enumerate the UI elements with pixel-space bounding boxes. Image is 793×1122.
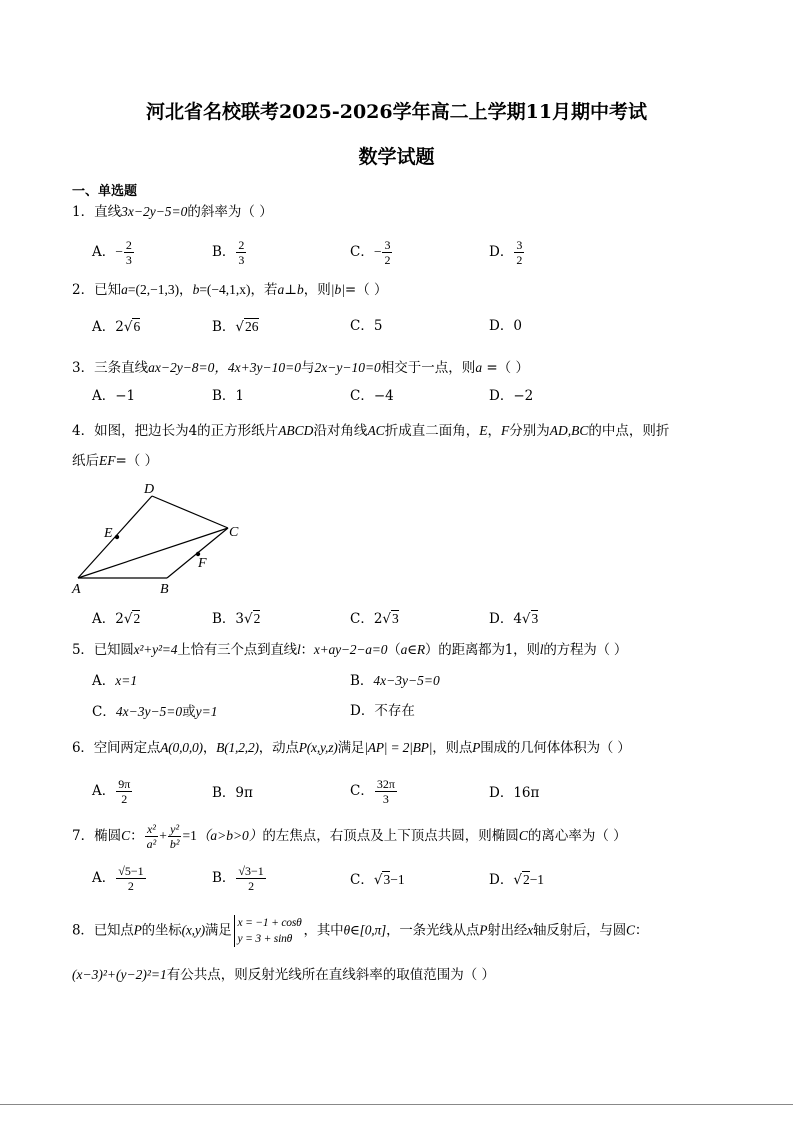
exam-title: 河北省名校联考2025-2026学年高二上学期11月期中考试	[145, 101, 648, 123]
label-b: B	[160, 582, 169, 597]
q2-option-b: B．√26	[212, 319, 259, 335]
q1-option-d: D． $\frac{3}{2}$	[489, 238, 523, 267]
question-5: 5．已知圆x²+y²=4上恰有三个点到直线l：x+ay−2−a=0（a∈R）的距离都为1，则l的方程为（ ）	[72, 642, 628, 658]
section-heading: 一、单选题	[72, 184, 138, 199]
q7-option-d: D．√2−1	[489, 872, 545, 888]
question-8-line2: (x−3)²+(y−2)²=1有公共点，则反射光线所在直线斜率的取值范围为（ ）	[72, 967, 496, 983]
question-4-line2: 纸后EF=（ ）	[72, 453, 159, 469]
q1-equation: 3x−2y−5=0	[121, 204, 188, 219]
q4-option-d: D．4√3	[489, 611, 539, 627]
q8-system: x = −1 + cosθ y = 3 + sinθ	[234, 915, 302, 947]
q7-option-a: A． $\frac{√5-1}{2}$	[92, 864, 144, 893]
edge-dc	[152, 496, 228, 528]
q2-option-c: C．5	[350, 318, 383, 334]
exam-subtitle: 数学试题	[358, 146, 435, 168]
question-7: 7．椭圆C： $\frac{\text{x²}}{\text{a²}}$ + $\frac{\text{y²}}{\text{b²}}$ =1（a>b>0）的左焦点，右顶点及上下顶点共圆，则椭圆C的离心率为（ ）	[72, 822, 627, 851]
q5-option-a: A．x=1	[92, 673, 138, 689]
q7-option-b: B． $\frac{√3-1}{2}$	[212, 864, 264, 893]
q5-option-c: C．4x−3y−5=0或y=1	[92, 704, 218, 720]
q4-figure	[70, 478, 250, 598]
page-bottom-rule	[0, 1104, 793, 1105]
q2-option-a: A．2√6	[92, 319, 141, 335]
q4-option-c: C．2√3	[350, 611, 399, 627]
q4-option-a: A．2√2	[92, 611, 141, 627]
q2-option-d: D．0	[489, 318, 522, 334]
q6-option-b: B．9π	[212, 785, 253, 801]
q4-option-b: B．3√2	[212, 611, 261, 627]
question-1: 1．直线3x−2y−5=0的斜率为（ ）	[72, 204, 273, 220]
q6-option-d: D．16π	[489, 785, 540, 801]
q7-option-c: C．√3−1	[350, 872, 405, 888]
question-3: 3．三条直线ax−2y−8=0，4x+3y−10=0与2x−y−10=0相交于一点，则a =（ ）	[72, 360, 529, 376]
q1-option-c: C．− $\frac{3}{2}$	[350, 238, 391, 267]
question-8: 8．已知点P的坐标(x,y)满足 x = −1 + cosθ y = 3 + sinθ ，其中θ∈[0,π]，一条光线从点P射出经x轴反射后，与圆C：	[72, 917, 649, 945]
q5-option-b: B．4x−3y−5=0	[350, 673, 440, 689]
q3-option-a: A．−1	[92, 388, 136, 404]
q3-option-b: B．1	[212, 388, 245, 404]
q6-option-c: C． $\frac{32\pi}{3}$	[350, 777, 395, 806]
question-6: 6．空间两定点A(0,0,0)，B(1,2,2)，动点P(x,y,z)满足|AP| = 2|BP|，则点P围成的几何体体积为（ ）	[72, 740, 631, 756]
q3-option-d: D．−2	[489, 388, 534, 404]
label-a: A	[72, 582, 81, 597]
label-e: E	[104, 526, 113, 541]
question-2: 2．已知a=(2,−1,3)，b=(−4,1,x)，若a⊥b，则|b|=（ ）	[72, 282, 388, 298]
point-e	[115, 535, 119, 539]
q3-option-c: C．−4	[350, 388, 394, 404]
label-c: C	[229, 525, 239, 540]
q1-option-b: B． $\frac{2}{3}$	[212, 238, 245, 267]
label-d: D	[144, 482, 155, 497]
q6-option-a: A． $\frac{9\pi}{2}$	[92, 777, 131, 806]
question-4: 4．如图，把边长为4的正方形纸片ABCD沿对角线AC折成直二面角，E，F分别为AD,BC的中点，则折	[72, 423, 670, 439]
q5-option-d: D．不存在	[350, 703, 415, 719]
q1-option-a: A．− $\frac{2}{3}$	[92, 238, 132, 267]
label-f: F	[198, 556, 207, 571]
